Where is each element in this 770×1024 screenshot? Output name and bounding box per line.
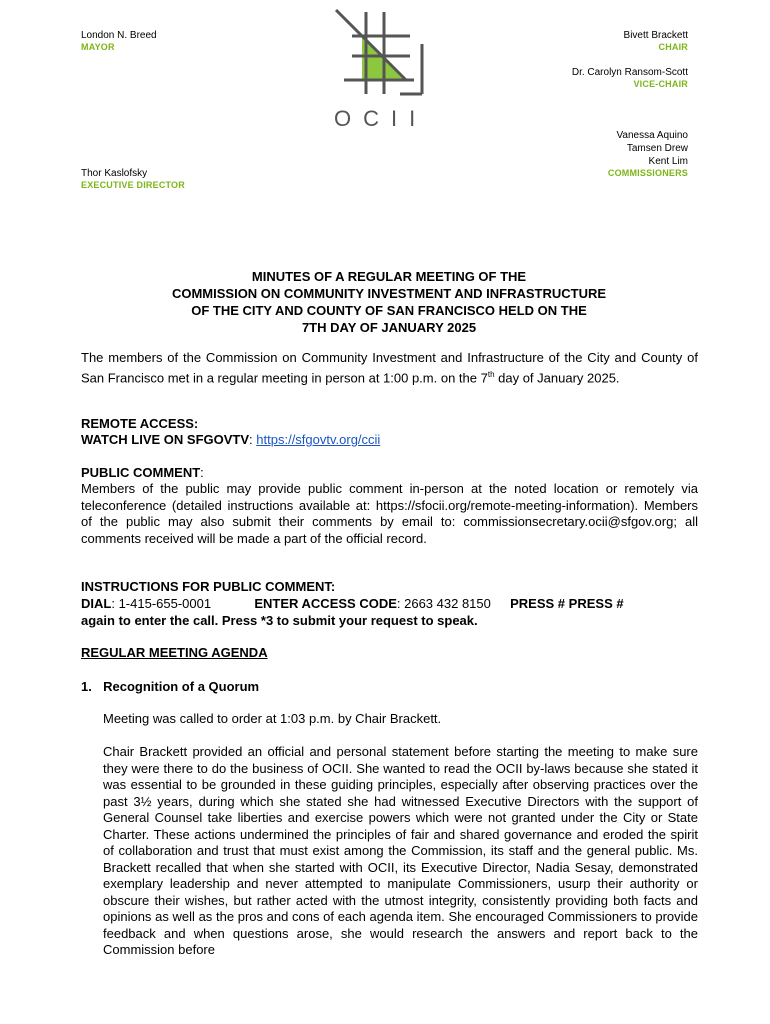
- agenda-item-1-heading: [81, 679, 698, 696]
- press-hash-2: PRESS #: [568, 596, 624, 611]
- dial-line: [81, 596, 698, 613]
- intro-text-end: day of January 2025.: [494, 369, 620, 385]
- intro-paragraph: [81, 350, 698, 386]
- title-line: MINUTES OF A REGULAR MEETING OF THE: [251, 269, 527, 284]
- access-code-label: ENTER ACCESS CODE: [254, 596, 397, 611]
- intro-superscript: th: [487, 369, 495, 379]
- watch-live-line: [81, 432, 698, 449]
- public-comment-label: PUBLIC COMMENT: [81, 465, 201, 480]
- mayor-name: London N. Breed: [81, 30, 157, 41]
- title-line: 7TH DAY OF JANUARY 2025: [301, 320, 477, 335]
- vice-chair-name: Dr. Carolyn Ransom-Scott: [571, 67, 688, 78]
- executive-director-title: EXECUTIVE DIRECTOR: [81, 180, 185, 190]
- logo-wordmark: OCII: [334, 106, 428, 131]
- dial-number: : 1-415-655-0001: [111, 596, 212, 611]
- public-comment-colon: :: [200, 465, 204, 480]
- remote-access-heading: REMOTE ACCESS:: [81, 416, 199, 431]
- agenda-heading: REGULAR MEETING AGENDA: [81, 645, 268, 660]
- commissioner-name: Vanessa Aquino: [616, 130, 688, 141]
- chair-name: Bivett Brackett: [623, 30, 688, 41]
- access-code-value: : 2663 432 8150: [396, 596, 491, 611]
- agenda-item-number: 1.: [81, 679, 92, 694]
- watch-live-separator: :: [249, 432, 257, 447]
- instructions-line-2: again to enter the call. Press *3 to submit your request to speak.: [81, 613, 478, 628]
- title-line: COMMISSION ON COMMUNITY INVESTMENT AND INFRASTRUCTURE: [171, 286, 607, 301]
- watch-live-label: WATCH LIVE ON SFGOVTV: [81, 432, 250, 447]
- ocii-logo: [330, 8, 430, 132]
- commissioners-title: COMMISSIONERS: [607, 168, 688, 178]
- executive-director-name: Thor Kaslofsky: [81, 168, 148, 179]
- commissioner-name: Tamsen Drew: [626, 143, 688, 154]
- dial-label: DIAL: [81, 596, 112, 611]
- public-comment-text: Members of the public may provide public comment in-person at the noted location or remotely via teleconference (detailed instructions available at: https://sfocii.org/remote-meeting-information). Members of the public may also submit their comments by email to: commissionsecretary.ocii@sfgov.org; all comments received will be made a part of the official record.: [81, 481, 698, 546]
- instructions-heading: INSTRUCTIONS FOR PUBLIC COMMENT:: [81, 579, 336, 594]
- vice-chair-title: VICE-CHAIR: [633, 79, 688, 89]
- sfgovtv-link[interactable]: https://sfgovtv.org/ccii: [256, 432, 381, 447]
- call-to-order-text: Meeting was called to order at 1:03 p.m. by Chair Brackett.: [103, 711, 442, 726]
- public-comment-heading: [81, 465, 698, 482]
- commissioners-list: [616, 129, 688, 168]
- document-title: [80, 268, 698, 336]
- mayor-title: MAYOR: [81, 42, 115, 52]
- chair-statement-paragraph: Chair Brackett provided an official and personal statement before starting the meeting to make sure they were there to do the business of OCII. She wanted to read the OCII by-laws because she stated it was essential to be grounded in these guiding principles, especially after observing practices over the past 3½ years, during which she stated she had witnessed Executive Directors with the support of General Counsel take liberties and exercise powers which were not granted under the City or State Charter. These actions undermined the principles of fair and shared governance and eroded the spirit of collaboration and trust that must exist among the Commission, its staff and the general public. Ms. Brackett recalled that when she started with OCII, its Executive Director, Nadia Sesay, demonstrated exemplary leadership and never attempted to manipulate Commissioners, usurp their authority or obscure their wishes, but rather acted with the utmost integrity, consistently providing both facts and opinions as well as the pros and cons of each agenda item. She encouraged Commissioners to provide feedback and when questions arose, she would research the answers and report back to the Commission before: [103, 744, 698, 957]
- chair-title: CHAIR: [658, 42, 688, 52]
- intro-text: The members of the Commission on Community Investment and Infrastructure of the City and County of San Francisco met in a regular meeting in person at 1:00 p.m. on the 7: [81, 350, 698, 385]
- agenda-item-title: Recognition of a Quorum: [103, 679, 260, 694]
- press-hash-1: PRESS #: [510, 596, 566, 611]
- title-line: OF THE CITY AND COUNTY OF SAN FRANCISCO HELD ON THE: [191, 303, 587, 318]
- commissioner-name: Kent Lim: [648, 156, 688, 167]
